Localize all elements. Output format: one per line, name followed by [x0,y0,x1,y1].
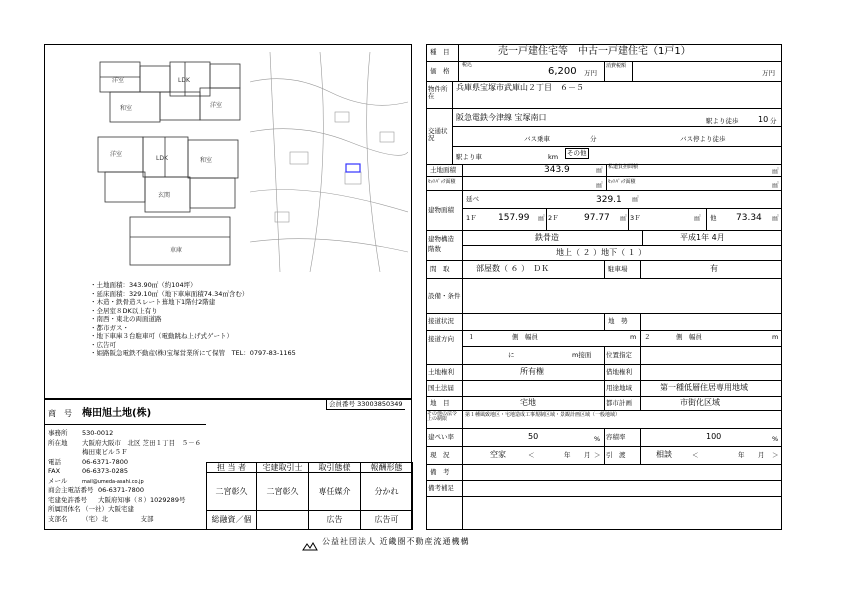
tax-unit: 万円 [762,69,775,77]
walk-label: 駅より徒歩 [706,117,739,125]
land-area-label: 土地面積 [430,166,456,174]
location-map [250,52,408,272]
status-label: 現 況 [430,451,450,459]
built-date: 平成1年 4月 [680,233,725,242]
property-notes [90,282,400,359]
other-legal-value: 第１種風致地区・宅地造成工事規制区域・景観計画区域（一般地域） [465,412,621,418]
land-area-unit: ㎡ [596,166,603,174]
status-year: 年 [564,451,571,459]
svg-text:洋室: 洋室 [210,102,223,109]
floor1-unit: ㎡ [538,214,545,222]
handover-value: 相談 [656,450,672,459]
svg-text:LDK: LDK [156,155,168,162]
land-category-label: 地 目 [430,399,450,407]
station-name: 阪急電鉄今津線 宝塚南口 [456,113,547,122]
far-unit: % [772,435,779,443]
setback-label: ｾｯﾄﾊﾞｯｸ面積 [428,179,456,185]
walk-unit: 分 [770,117,777,125]
handover-month: 月 [758,451,765,459]
status-bracket-close: ＞ [594,451,601,459]
stamp-header: 取引態様 [309,463,361,473]
road1-width-label: 側 幅員 [512,333,538,341]
road-access-label: 接道状況 [428,317,454,325]
svg-text:和室: 和室 [200,157,213,164]
handover-bracket-close: ＞ [772,451,779,459]
note-line: ・木造・鉄骨造スレート葺地下1階付2階建 [90,298,216,306]
floor1-value: 157.99 [498,213,530,223]
note-line: ・土地面積：343.90㎡（約104坪） [90,281,197,289]
position-designation-label: 位置指定 [606,351,632,359]
price-unit: 万円 [584,69,597,77]
road-direction-label: 接道方向 [428,335,454,343]
private-road-label: 私道負担面積 [608,164,639,170]
other-floor-value: 73.34 [736,213,762,223]
note-line: ・姫路阪急電鉄不動産(株)宝塚営業所にて保管 TEL：0797-83-1165 [90,349,296,357]
stamp-header: 報酬形態 [361,463,413,473]
floor3-label: 3Ｆ [630,214,641,222]
other-floor-unit: ㎡ [772,214,779,222]
road2-width-label: 側 幅員 [676,333,702,341]
company-details: 事務所 530-0012 所在地 大阪府大阪市 北区 芝田１丁目 ５－６ 梅田東ビル５Ｆ 電話 06-6371-7800 FAX 06-6373-0285 メール mail@umeda-asahi.co.jp 商会主電話番号 06-6371-7800 宅建免許番号 大阪府知事（８）1029289号 所属団体名 （一社）大阪宅建 支部名 （宅）北 支部 [48,429,202,523]
floor2-unit: ㎡ [620,214,627,222]
private-road-unit: ㎡ [772,167,779,175]
km-unit: km [548,153,559,161]
svg-text:洋室: 洋室 [110,151,123,158]
coverage-unit: % [594,435,601,443]
note-line: ・都市ガス・ [90,323,129,332]
stamp-value: 専任媒介 [309,473,361,511]
land-right-label: 土地権利 [428,368,454,376]
footer-organization: 公益社団法人 近畿圏不動産流通機構 [322,537,470,546]
handover-year: 年 [738,451,745,459]
structure-label: 建物構造 [428,235,454,243]
frontage-unit: m接面 [572,351,592,359]
company-name: 梅田旭土地(株) [82,408,152,419]
price-value: 6,200 [548,66,577,77]
parking-label: 駐車場 [608,265,628,273]
use-zone-value: 第一種低層住居専用地域 [660,383,748,392]
footer-logo [302,537,318,556]
land-category-value: 宅地 [520,398,536,407]
kind-label: 種 目 [430,48,450,56]
floor3-unit: ㎡ [694,214,701,222]
total-floor-value: 329.1 [596,195,622,205]
total-floor-unit: ㎡ [632,195,639,203]
other-floor-label: 他 [710,214,717,222]
lease-label: 借地権利 [606,368,632,376]
status-bracket-open: ＜ [528,451,535,459]
road1-width-unit: m [630,333,637,341]
association-logo-icon [302,542,318,552]
equipment-label: 設備・条件 [428,292,461,300]
setback-unit-2: ㎡ [772,181,779,189]
location-label: 物件所在 [428,85,448,100]
remarks-supplement-label: 備考補足 [428,484,454,492]
svg-text:洋室: 洋室 [112,77,125,84]
floor-plan [90,52,250,272]
setback-label-2: ｾｯﾄﾊﾞｯｸ面積 [608,179,636,185]
note-line: ・広告可 [90,340,116,349]
note-line: ・延床面積：329.10㎡（地下車庫面積74.34㎡含む） [90,289,249,298]
member-number: 会員番号 33003850349 [326,400,405,410]
note-line: ・地下車庫３台駐車可（電動跳ね上げ式ゲート） [90,332,233,340]
status-value: 空家 [490,450,506,459]
bus-label: バス乗車 [524,135,550,143]
parking-value: 有 [710,264,718,273]
total-floor-label: 延べ [466,195,479,203]
city-plan-label: 都市計画 [606,399,632,407]
bus-minutes-unit: 分 [590,135,597,143]
floor1-label: 1Ｆ [466,214,477,222]
stamp-value: 二宮彰久 [257,473,309,511]
far-label: 容積率 [606,433,626,441]
layout-label: 間 取 [430,265,450,273]
tax-label: 消費税額 [606,63,627,69]
svg-text:和室: 和室 [120,105,133,112]
location-value: 兵庫県宝塚市武庫山２丁目 ６－５ [456,83,584,92]
price-label: 価 格 [430,67,450,75]
traffic-label: 交通状況 [428,127,448,142]
property-title: 売一戸建住宅等 中古一戸建住宅（1戸1） [498,46,691,57]
ad-label: 広告 [309,511,361,530]
company-label: 商 号 [48,409,72,418]
handover-label: 引 渡 [606,451,626,459]
floor2-label: 2Ｆ [548,214,559,222]
land-right-value: 所有権 [520,367,544,376]
terrain-label: 地 勢 [608,317,628,325]
note-line: ・南西・東北の両面道路 [90,315,162,323]
loan-label: 総融資／個 [207,511,257,530]
loan-value [257,511,309,530]
note-line: ・全居室８DK以上有り [90,306,158,315]
floor2-value: 97.77 [584,213,610,223]
stamp-value: 分かれ [361,473,413,511]
road2-index: ２ [644,333,651,341]
coverage-label: 建ぺい率 [428,433,454,441]
stamp-header: 担 当 者 [207,463,257,473]
land-area-value: 343.9 [544,165,570,175]
city-plan-value: 市街化区域 [680,398,720,407]
ad-value: 広告可 [361,511,413,530]
layout-value: 部屋数（ ６ ） ＤＫ [476,264,550,273]
floors-value: 地上（ ２ ）地下（ １ ） [556,248,647,257]
staff-stamp-table [206,462,413,530]
price-tax-note: 税込 [462,62,473,68]
stamp-value: 二宮彰久 [207,473,257,511]
status-month: 月 [584,451,591,459]
remarks-label: 備 考 [430,468,450,476]
land-law-label: 国土法届 [428,384,454,392]
building-area-label: 建物面積 [428,206,454,214]
structure-value: 鉄骨造 [535,233,559,242]
stamp-header: 宅建取引士 [257,463,309,473]
bus-stop-walk: バス停より徒歩 [680,135,726,143]
walk-minutes: 10 [758,115,769,124]
other-legal-label: その他の法令上の制限 [427,411,458,422]
road1-index: １ [468,333,475,341]
road2-width-unit: m [772,333,779,341]
svg-text:玄関: 玄関 [158,192,171,199]
other-access: その他 [567,149,587,157]
coverage-value: 50 [528,432,539,441]
svg-text:LDK: LDK [178,77,190,84]
far-value: 100 [706,432,722,441]
handover-bracket-open: ＜ [692,451,699,459]
use-zone-label: 用途地域 [606,384,632,392]
road-frontage-direction: に [508,351,515,359]
setback-unit: ㎡ [596,181,603,189]
car-from-station: 駅より車 [456,153,482,161]
svg-text:車庫: 車庫 [170,247,183,254]
floors-label: 階数 [428,245,441,253]
